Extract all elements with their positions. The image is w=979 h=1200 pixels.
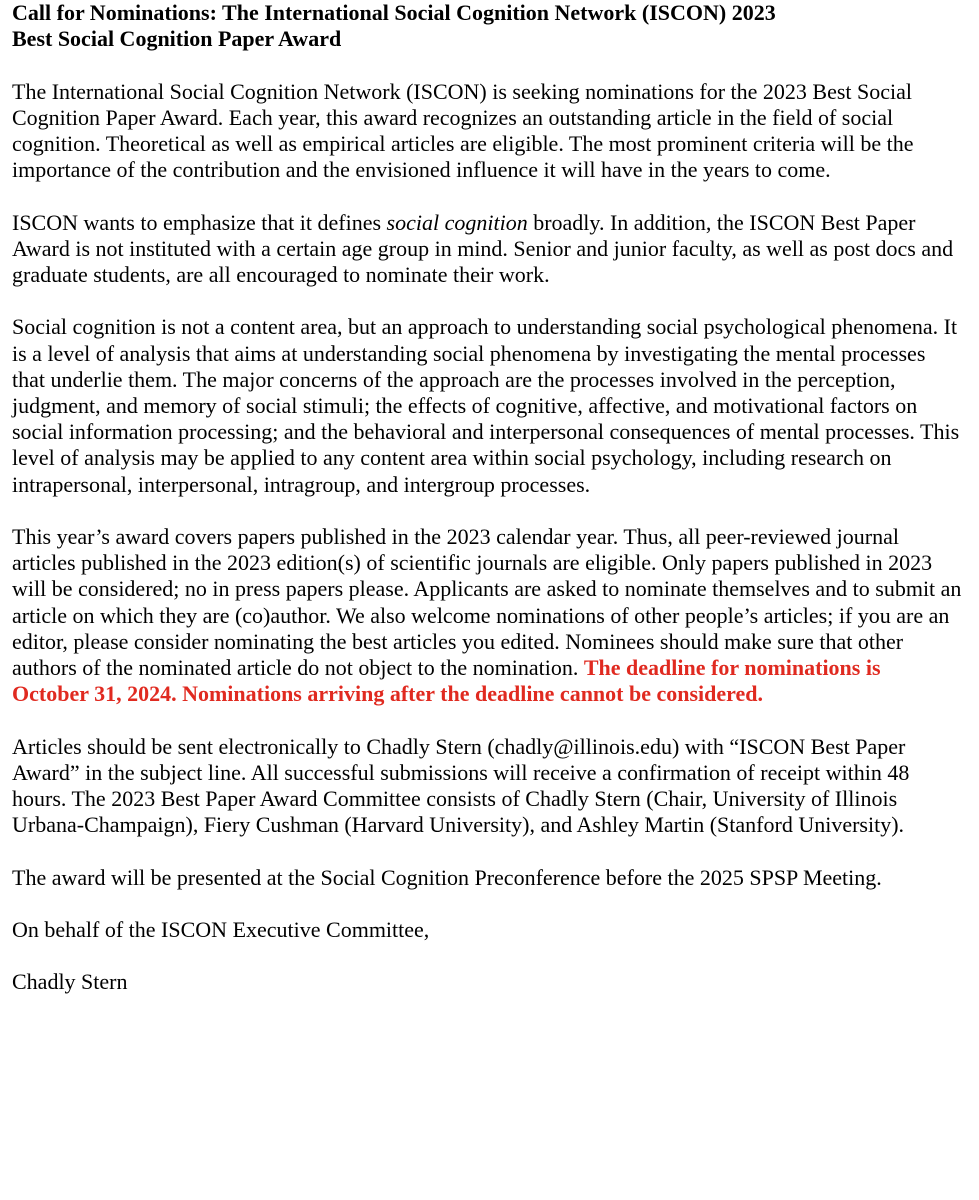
paragraph-submission: Articles should be sent electronically to Chadly Stern (chadly@illinois.edu) with “ISCON Best Paper Award” in the subject line. All successful submissions will receive a confirmation of receipt within 48 hours. The 2023 Best Paper Award Committee consists of Chadly Stern (Chair, University of Illinois Urbana-Champaign), Fiery Cushman (Harvard University), and Ashley Martin (Stanford University). [12, 733, 910, 838]
paragraph-social-cognition: Social cognition is not a content area, but an approach to understanding social psychological phenomena. It is a level of analysis that aims at understanding social phenomena by investigating the mental processes that underlie them. The major concerns of the approach are the processes involved in the perception, judgment, and memory of social stimuli; the effects of cognitive, affective, and motivational factors on social information processing; and the behavioral and interpersonal consequences of mental processes. This level of analysis may be applied to any content area within social psychology, including research on intrapersonal, interpersonal, intragroup, and intergroup processes. [12, 314, 960, 497]
title-line-2: Best Social Cognition Paper Award [12, 26, 342, 52]
document-title [12, 0, 962, 52]
definition-italic-term: social cognition [386, 209, 528, 235]
definition-text-end: broadly. In addition, the ISCON Best Paper Award is not instituted with a certain age group in mind. Senior and junior faculty, as well as post docs and graduate students, are all encouraged to nominate their work. [12, 209, 954, 287]
eligibility-text: This year’s award covers papers published in the 2023 calendar year. Thus, all peer-reviewed journal articles published in the 2023 edition(s) of scientific journals are eligible. Only papers published in 2023 will be considered; no in press papers please. Applicants are asked to nominate themselves and to submit an article on which they are (co)author. We also welcome nominations of other people’s articles; if you are an editor, please consider nominating the best articles you edited. Nominees should make sure that other authors of the nominated article do not object to the nomination. [12, 524, 962, 681]
title-line-1: Call for Nominations: The International Social Cognition Network (ISCON) 2023 [12, 0, 776, 25]
definition-text-start: ISCON wants to emphasize that it defines [12, 209, 387, 235]
deadline-notice: The deadline for nominations is October 31, 2024. Nominations arriving after the deadline cannot be considered. [12, 655, 881, 707]
paragraph-presentation: The award will be presented at the Social Cognition Preconference before the 2025 SPSP Meeting. [12, 864, 882, 890]
paragraph-intro: The International Social Cognition Network (ISCON) is seeking nominations for the 2023 Best Social Cognition Paper Award. Each year, this award recognizes an outstanding article in the field of social cognition. Theoretical as well as empirical articles are eligible. The most prominent criteria will be the importance of the contribution and the envisioned influence it will have in the years to come. [12, 78, 914, 183]
closing-line: On behalf of the ISCON Executive Committee, [12, 917, 430, 942]
paragraph-definition [12, 210, 962, 289]
document-page [12, 0, 962, 996]
signature-name: Chadly Stern [12, 969, 128, 995]
paragraph-eligibility [12, 524, 962, 707]
